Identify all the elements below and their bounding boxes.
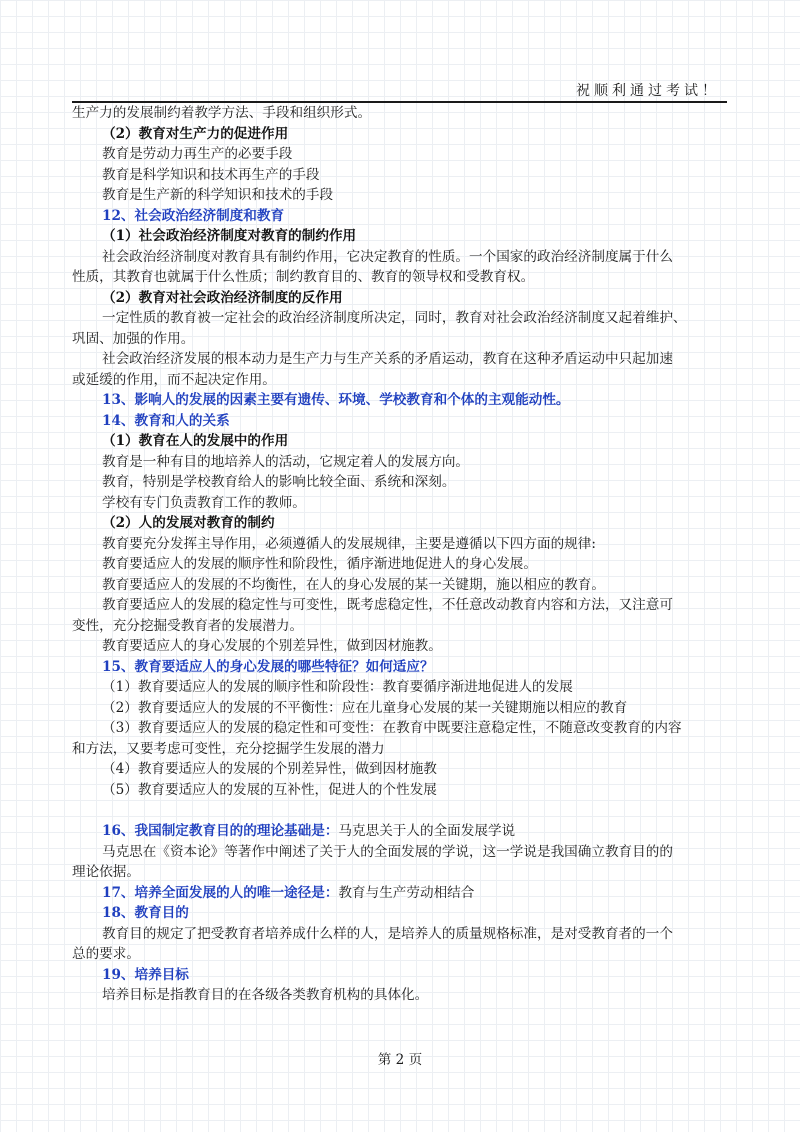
paragraph-continuation xyxy=(72,329,728,350)
blank-line xyxy=(72,800,728,821)
line-text: （1）社会政治经济制度对教育的制约作用 xyxy=(102,228,357,244)
paragraph-line xyxy=(72,452,728,473)
paragraph-line xyxy=(72,165,728,186)
line-text: 社会政治经济发展的根本动力是生产力与生产关系的矛盾运动，教育在这种矛盾运动中只起加速 xyxy=(102,351,673,367)
heading-answer: 马克思关于人的全面发展学说 xyxy=(338,823,516,839)
line-text: 14、教育和人的关系 xyxy=(102,412,230,429)
paragraph-line xyxy=(72,534,728,555)
line-text: 巩固、加强的作用。 xyxy=(72,330,195,347)
paragraph-continuation xyxy=(72,739,728,760)
subheading xyxy=(72,124,728,145)
paragraph-line xyxy=(72,985,728,1006)
line-text: 教育，特别是学校教育给人的影响比较全面、系统和深刻。 xyxy=(102,474,456,490)
list-item xyxy=(72,698,728,719)
list-item xyxy=(72,759,728,780)
line-text: 社会政治经济制度对教育具有制约作用，它决定教育的性质。一个国家的政治经济制度属于什么 xyxy=(102,248,673,265)
section-heading xyxy=(72,821,728,842)
line-text: 和方法，又要考虑可变性，充分挖掘学生发展的潜力 xyxy=(72,740,385,757)
line-text: 变性，充分挖掘受教育者的发展潜力。 xyxy=(72,617,304,634)
section-heading xyxy=(72,883,728,904)
subheading xyxy=(72,431,728,452)
heading-answer: 教育与生产劳动相结合 xyxy=(338,884,475,901)
line-text: 生产力的发展制约着教学方法、手段和组织形式。 xyxy=(72,105,372,121)
line-text: 马克思在《资本论》等著作中阐述了关于人的全面发展的学说，这一学说是我国确立教育目的的 xyxy=(102,843,673,860)
line-text: （4）教育要适应人的发展的个别差异性，做到因材施教 xyxy=(102,761,437,777)
paragraph-line xyxy=(72,636,728,657)
paragraph-continuation xyxy=(72,370,728,391)
list-item xyxy=(72,718,728,739)
paragraph-line xyxy=(72,472,728,493)
paragraph-line xyxy=(72,308,728,329)
line-text: （2）教育要适应人的发展的不平衡性：应在儿童身心发展的某一关键期施以相应的教育 xyxy=(102,699,628,716)
paragraph-continuation xyxy=(72,103,728,124)
header-slogan: 祝顺利通过考试！ xyxy=(576,83,720,99)
line-text: 教育目的规定了把受教育者培养成什么样的人，是培养人的质量规格标准，是对受教育者的一个 xyxy=(102,925,673,942)
section-heading xyxy=(72,657,728,678)
subheading xyxy=(72,288,728,309)
section-heading xyxy=(72,903,728,924)
line-text: 教育要适应人的身心发展的个别差异性，做到因材施教。 xyxy=(102,638,442,654)
line-text: 教育要充分发挥主导作用，必须遵循人的发展规律，主要是遵循以下四方面的规律: xyxy=(102,535,596,552)
line-text: （5）教育要适应人的发展的互补性，促进人的个性发展 xyxy=(102,781,437,798)
list-item xyxy=(72,677,728,698)
section-heading xyxy=(72,390,728,411)
line-text: 总的要求。 xyxy=(72,946,140,962)
line-text: 18、教育目的 xyxy=(102,905,189,921)
line-text: 教育要适应人的发展的顺序性和阶段性，循序渐进地促进人的身心发展。 xyxy=(102,556,537,572)
subheading xyxy=(72,226,728,247)
paragraph-line xyxy=(72,575,728,596)
subheading xyxy=(72,513,728,534)
line-text: 教育要适应人的发展的稳定性与可变性，既考虑稳定性，不任意改动教育内容和方法，又注意可 xyxy=(102,597,673,613)
line-text: （3）教育要适应人的发展的稳定性和可变性：在教育中既要注意稳定性，不随意改变教育的内容 xyxy=(102,720,682,736)
line-text: 教育是劳动力再生产的必要手段 xyxy=(102,146,293,162)
line-text: 理论依据。 xyxy=(72,864,140,880)
paragraph-line xyxy=(72,595,728,616)
line-text: 教育是一种有目的地培养人的活动，它规定着人的发展方向。 xyxy=(102,453,470,470)
line-text: 培养目标是指教育目的在各级各类教育机构的具体化。 xyxy=(102,987,429,1003)
line-text: 性质，其教育也就属于什么性质；制约教育目的、教育的领导权和受教育权。 xyxy=(72,269,535,285)
line-text: 16、我国制定教育目的的理论基础是： xyxy=(102,823,339,839)
paragraph-line xyxy=(72,493,728,514)
paragraph-continuation xyxy=(72,944,728,965)
section-heading xyxy=(72,965,728,986)
line-text: 或延缓的作用，而不起决定作用。 xyxy=(72,371,276,388)
section-heading xyxy=(72,206,728,227)
line-text: 教育是生产新的科学知识和技术的手段 xyxy=(102,187,334,203)
paragraph-line xyxy=(72,247,728,268)
paragraph-continuation xyxy=(72,267,728,288)
line-text: 教育是科学知识和技术再生产的手段 xyxy=(102,166,320,183)
paragraph-continuation xyxy=(72,862,728,883)
line-text: （2）人的发展对教育的制约 xyxy=(102,515,275,531)
line-text: 教育要适应人的发展的不均衡性，在人的身心发展的某一关键期，施以相应的教育。 xyxy=(102,576,605,593)
line-text: （1）教育要适应人的发展的顺序性和阶段性：教育要循序渐进地促进人的发展 xyxy=(102,679,573,695)
line-text: 15、教育要适应人的身心发展的哪些特征？如何适应？ xyxy=(102,658,434,675)
list-item xyxy=(72,780,728,801)
line-text: （2）教育对生产力的促进作用 xyxy=(102,125,289,142)
line-text: 13、影响人的发展的因素主要有遗传、环境、学校教育和个体的主观能动性。 xyxy=(102,392,570,408)
paragraph-line xyxy=(72,924,728,945)
page-number: 第 2 页 xyxy=(377,1052,423,1068)
document-body xyxy=(72,103,728,1006)
line-text: 17、培养全面发展的人的唯一途径是： xyxy=(102,884,339,901)
line-text: （1）教育在人的发展中的作用 xyxy=(102,433,289,449)
paragraph-line xyxy=(72,185,728,206)
line-text: 19、培养目标 xyxy=(102,966,189,983)
line-text: 学校有专门负责教育工作的教师。 xyxy=(102,494,306,511)
paragraph-line xyxy=(72,554,728,575)
paragraph-line xyxy=(72,349,728,370)
section-heading xyxy=(72,411,728,432)
line-text: （2）教育对社会政治经济制度的反作用 xyxy=(102,289,343,306)
paragraph-line xyxy=(72,144,728,165)
paragraph-line xyxy=(72,842,728,863)
line-text: 一定性质的教育被一定社会的政治经济制度所决定，同时，教育对社会政治经济制度又起着维护、 xyxy=(102,310,687,326)
paragraph-continuation xyxy=(72,616,728,637)
line-text: 12、社会政治经济制度和教育 xyxy=(102,207,285,224)
